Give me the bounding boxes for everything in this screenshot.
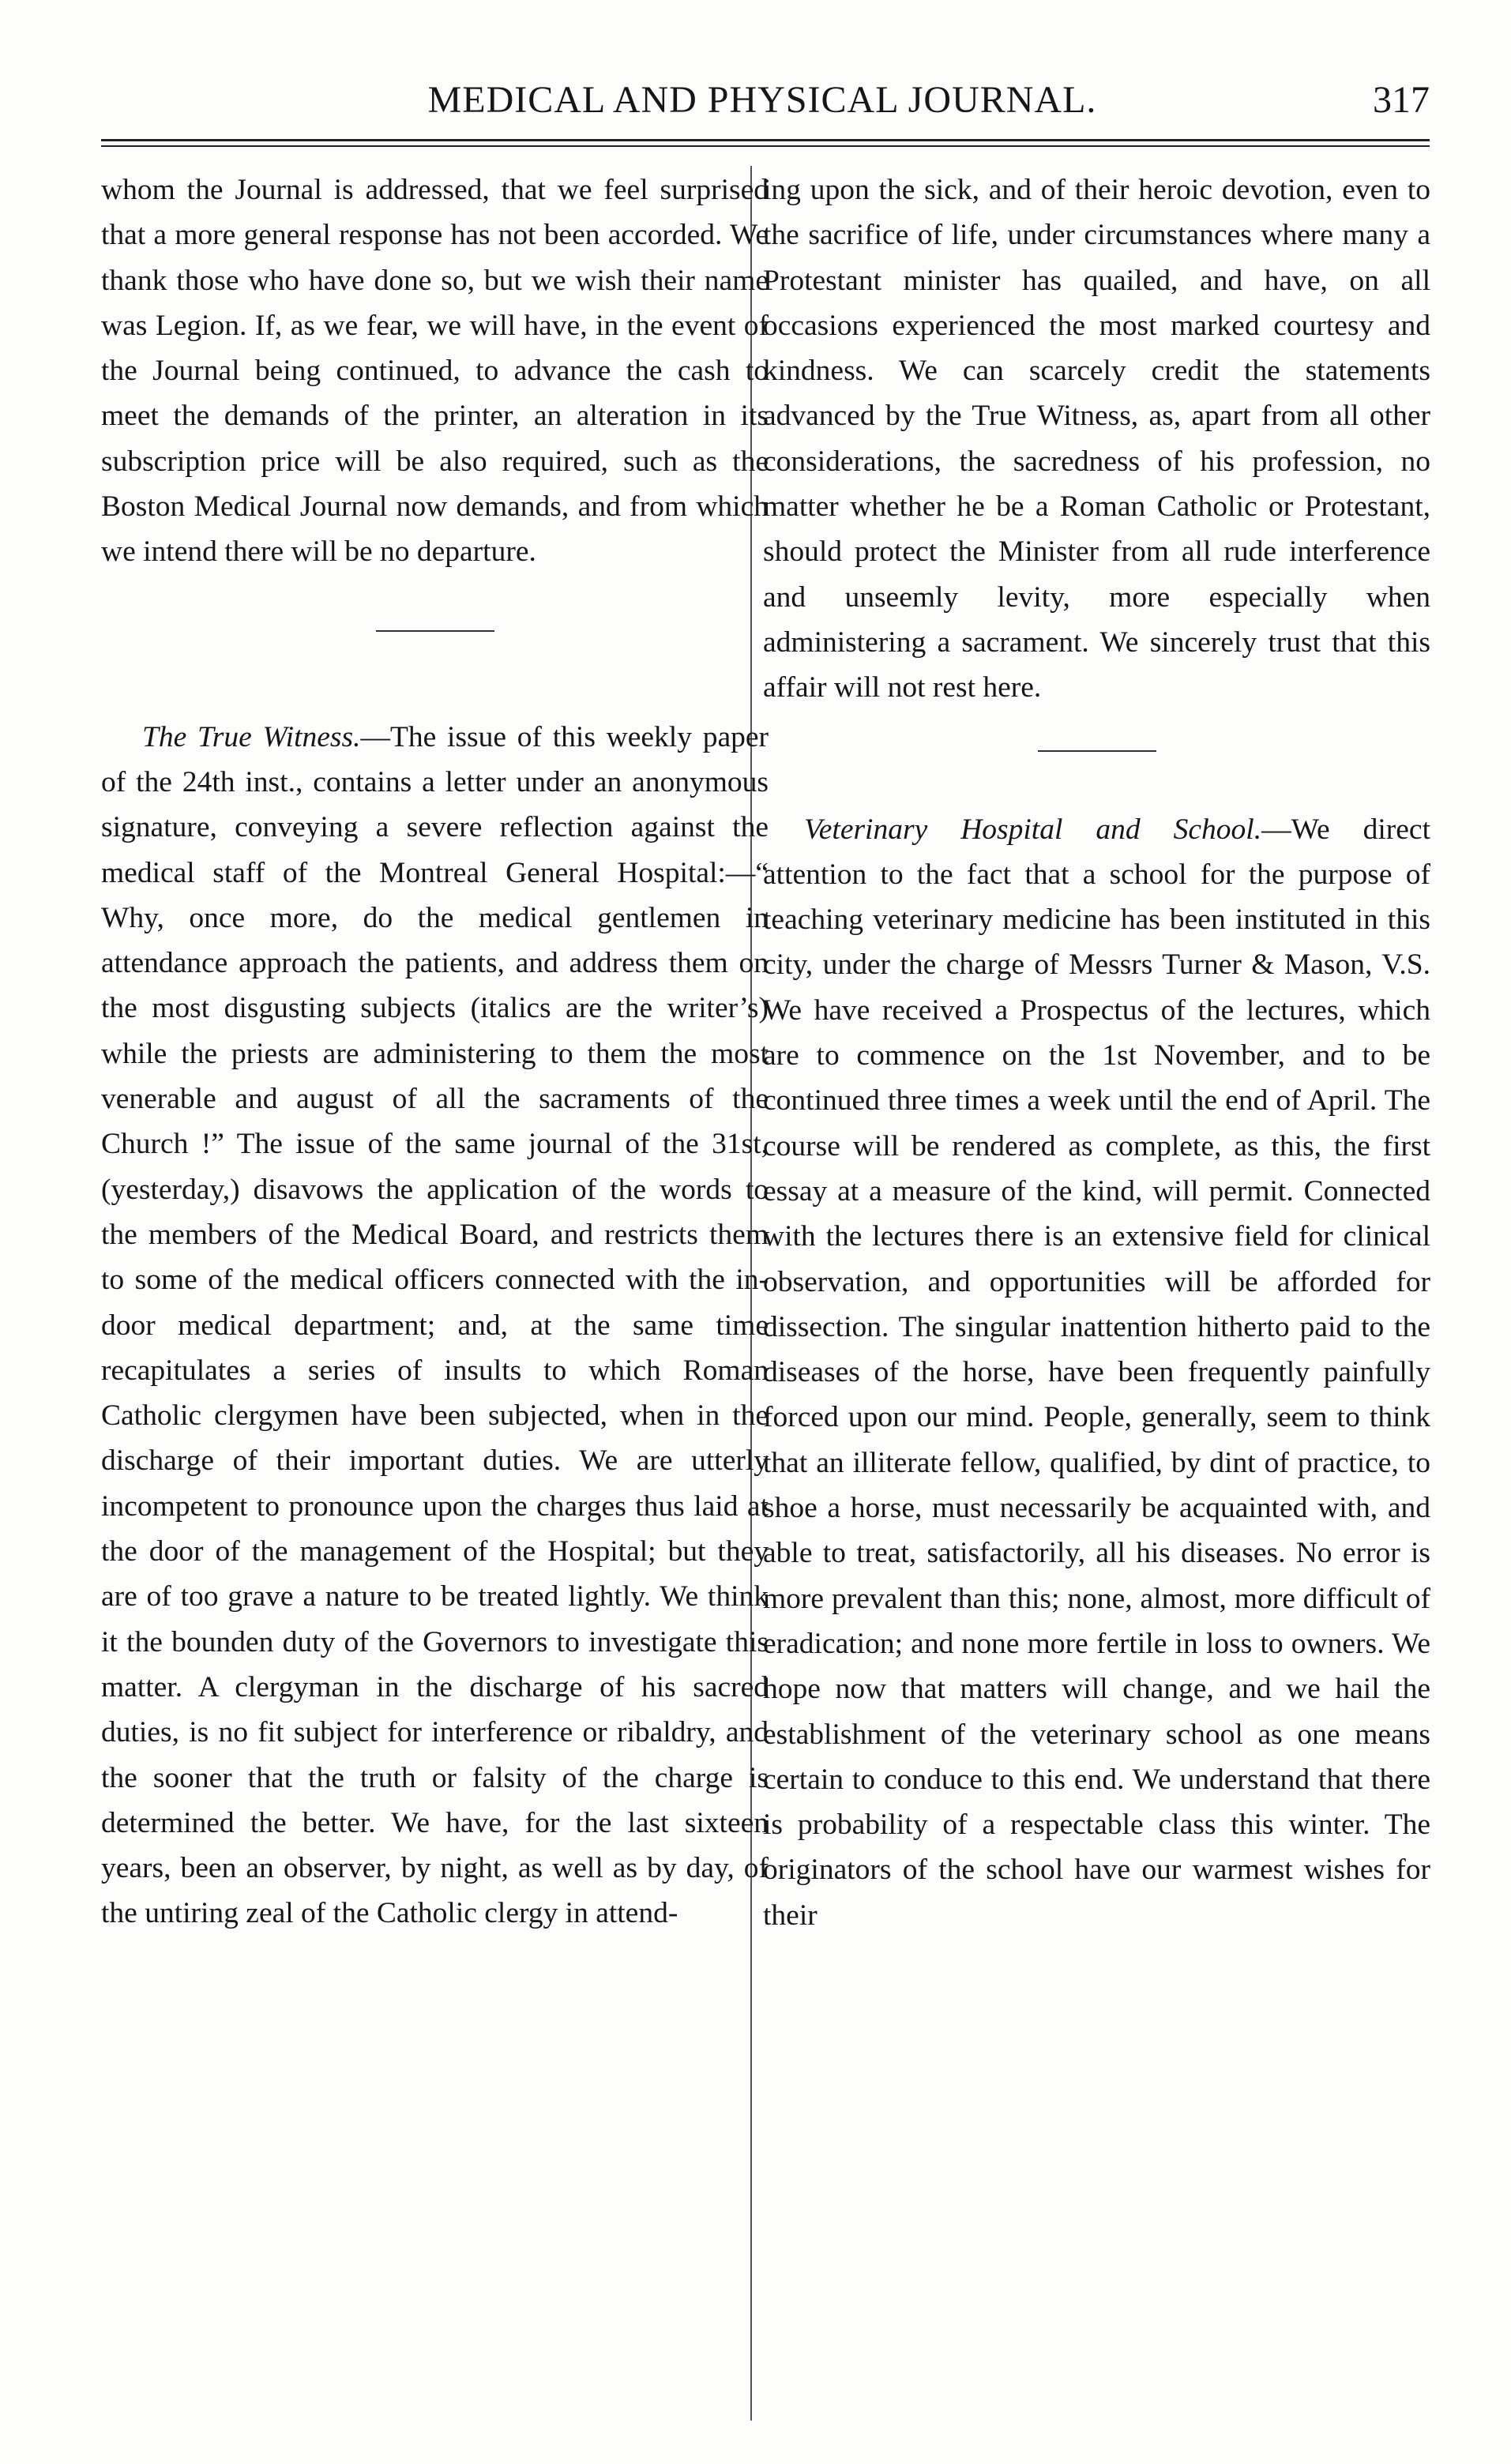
clergy-continuation-paragraph: ing upon the sick, and of their heroic devotion, even to the sacrifice of life, under circumstances where many a Protestant minister has quailed, and have, on all occasions experienced the most marked courtesy and kindness. We can scarcely credit the statements advanced by the True Witness, as, apart from all other considerations, the sacredness of his profession, no matter whether he be a Roman Catholic or Protestant, should protect the Minister from all rude interference and unseemly levity, more especially when administering a sacrament. We sincerely trust that this affair will not rest here. (763, 174, 1430, 704)
veterinary-body: —We direct attention to the fact that a school for the purpose of teaching veterinary medicine has been instituted in this city, under the charge of Messrs Turner & Mason, V.S. We have received a Prospectus of the lectures, which are to commence on the 1st November, and to be continued three times a week until the end of April. The course will be rendered as complete, as this, the first essay at a measure of the kind, will permit. Connected with the lectures there is an extensive field for clinical observation, and opportunities will be afforded for dissection. The singular inattention hitherto paid to the diseases of the horse, have been frequently painfully forced upon our mind. People, generally, seem to think that an illiterate fellow, qualified, by dint of practice, to shoe a horse, must necessarily be acquainted with, and able to treat, satisfactorily, all his diseases. No error is more prevalent than this; none, almost, more difficult of eradication; and none more fertile in loss to owners. We hope now that matters will change, and we hail the establishment of the veterinary school as one means certain to conduce to this end. We understand that there is probability of a respectable class this winter. The originators of the school have our warmest wishes for their (763, 813, 1430, 1932)
section-separator-right (1038, 750, 1156, 752)
section-separator (376, 630, 494, 632)
left-column (101, 167, 769, 1936)
true-witness-body: —The issue of this weekly paper of the 24th inst., contains a letter under an anonymous signature, conveying a severe reflection against the medical staff of the Montreal General Hospital:—“ Why, once more, do the medical gentlemen in attendance approach the patients, and address them on the most disgusting subjects (italics are the writer’s) while the priests are administering to them the most venerable and august of all the sacraments of the Church !” The issue of the same journal of the 31st, (yesterday,) disavows the application of the words to the members of the Medical Board, and restricts them to some of the medical officers connected with the in-door medical department; and, at the same time recapitulates a series of insults to which Roman Catholic clergymen have been subjected, when in the discharge of their important duties. We are utterly incompetent to pronounce upon the charges thus laid at the door of the management of the Hospital; but they are of too grave a nature to be treated lightly. We think it the bounden duty of the Governors to investigate this matter. A clergyman in the discharge of his sacred duties, is no fit subject for interference or ribaldry, and the sooner that the truth or falsity of the charge is determined the better. We have, for the last sixteen years, been an observer, by night, as well as by day, of the untiring zeal of the Catholic clergy in attend- (101, 720, 769, 1930)
subscription-paragraph: whom the Journal is addressed, that we feel surprised that a more general response has not been accorded. We thank those who have done so, but we wish their name was Legion. If, as we fear, we will have, in the event of the Journal being continued, to advance the cash to meet the demands of the printer, an alteration in its subscription price will be also required, such as the Boston Medical Journal now demands, and from which we intend there will be no departure. (101, 174, 769, 569)
running-header (95, 73, 1430, 136)
header-rule-top (101, 139, 1430, 141)
veterinary-heading: Veterinary Hospital and School. (804, 813, 1262, 846)
header-rule-bottom (101, 145, 1430, 147)
page-number: 317 (1373, 79, 1430, 121)
right-column (763, 167, 1430, 1938)
true-witness-heading: The True Witness. (142, 720, 361, 753)
journal-title: MEDICAL AND PHYSICAL JOURNAL. (427, 79, 1097, 121)
true-witness-paragraph (101, 715, 769, 1936)
veterinary-paragraph (763, 807, 1430, 1938)
